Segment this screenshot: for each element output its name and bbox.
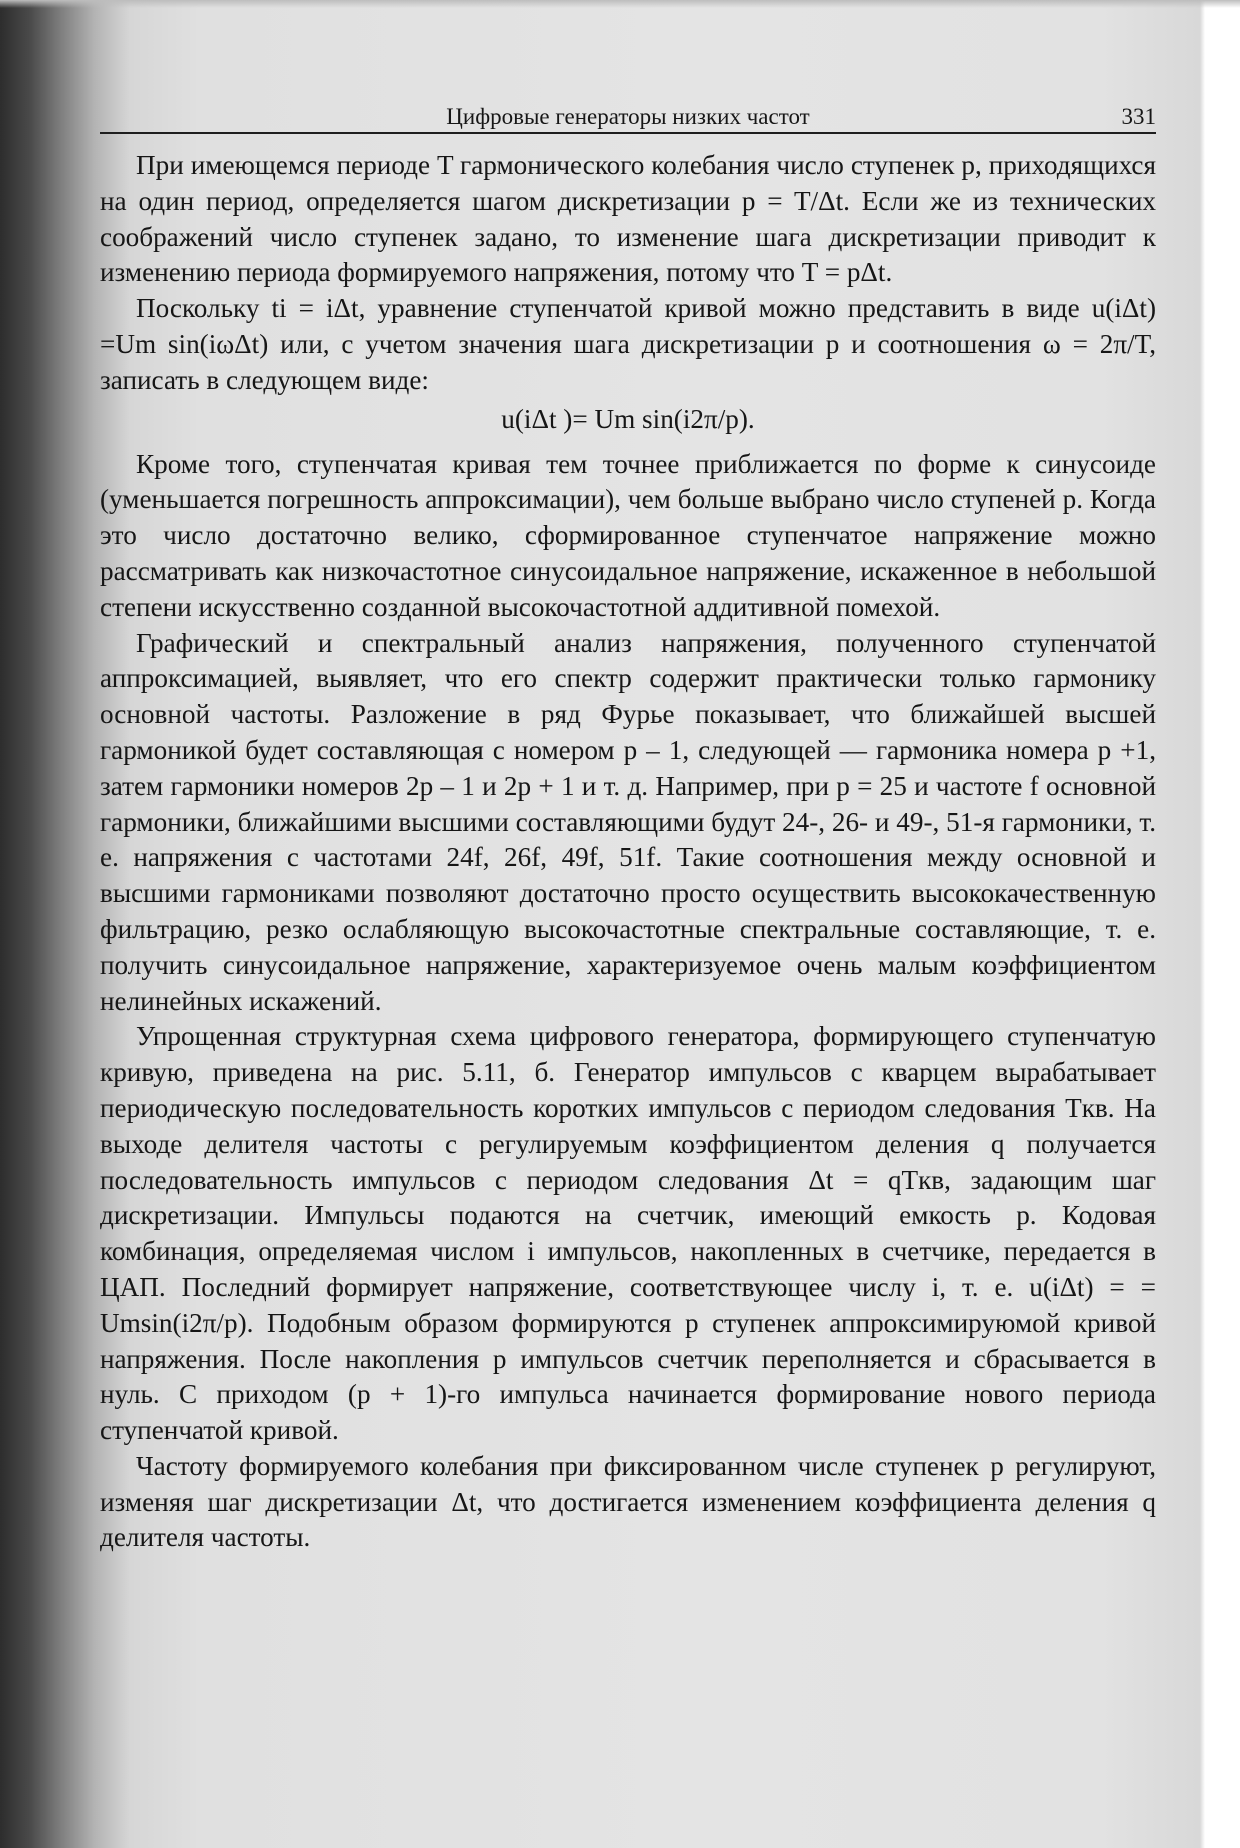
paragraph-5: Упрощенная структурная схема цифрового генератора, формирующего ступенчатую кривую, приведена на рис. 5.11, б. Генератор импульсов с кварцем вырабатывает периодическую последовательность коротких импульсов с периодом следования Tкв. На выходе делителя частоты с регулируемым коэффициентом деления q получается последовательность импульсов с периодом следования Δt = qTкв, задающим шаг дискретизации. Импульсы подаются на счетчик, имеющий емкость p. Кодовая комбинация, определяемая числом i импульсов, накопленных в счетчике, передается в ЦАП. Последний формирует напряжение, соответствующее числу i, т. е. u(iΔt) = = Umsin(i2π/p). Подобным образом формируются p ступенек аппроксимируюмой кривой напряжения. После накопления p импульсов счетчик переполняется и сбрасывается в нуль. С приходом (p + 1)-го импульса начинается формирование нового периода ступенчатой кривой.	[100, 1021, 1156, 1446]
paragraph-3: Кроме того, ступенчатая кривая тем точнее приближается по форме к синусоиде (уменьшается погрешность аппроксимации), чем больше выбрано число ступеней p. Когда это число достаточно велико, сформированное ступенчатое напряжение можно рассматривать как низкочастотное синусоидальное напряжение, искаженное в небольшой степени искусственно созданной высокочастотной аддитивной помехой.	[100, 448, 1156, 622]
paragraph-1: При имеющемся периоде T гармонического колебания число ступенек p, приходящихся на один период, определяется шагом дискретизации p = T/Δt. Если же из технических соображений число ступенек задано, то изменение шага дискретизации приводит к изменению периода формируемого напряжения, потому что T = pΔt.	[100, 150, 1156, 288]
book-page	[100, 96, 1156, 1556]
paragraph-4: Графический и спектральный анализ напряжения, полученного ступенчатой аппроксимацией, выявляет, что его спектр содержит практически только гармонику основной частоты. Разложение в ряд Фурье показывает, что ближайшей высшей гармоникой будет составляющая с номером p – 1, следующей — гармоника номера p +1, затем гармоники номеров 2p – 1 и 2p + 1 и т. д. Например, при p = 25 и частоте f основной гармоники, ближайшими высшими составляющими будут 24-, 26- и 49-, 51-я гармоники, т. е. напряжения с частотами 24f, 26f, 49f, 51f. Такие соотношения между основной и высшими гармониками позволяют достаточно просто осуществить высококачественную фильтрацию, резко ослабляющую высокочастотные спектральные составляющие, т. е. получить синусоидальное напряжение, характеризуемое очень малым коэффициентом нелинейных искажений.	[100, 627, 1156, 1016]
paragraph-6: Частоту формируемого колебания при фиксированном числе ступенек p регулируют, изменяя шаг дискретизации Δt, что достигается изменением коэффициента деления q делителя частоты.	[100, 1450, 1156, 1553]
scan-edge	[0, 0, 1240, 8]
formula: u(iΔt )= Um sin(i2π/p).	[501, 403, 755, 434]
page-body	[100, 148, 1156, 1556]
paragraph-2: Поскольку ti = iΔt, уравнение ступенчатой кривой можно представить в виде u(iΔt) =Um sin(iωΔt) или, с учетом значения шага дискретизации p и соотношения ω = 2π/T, записать в следующем виде:	[100, 293, 1156, 395]
running-title: Цифровые генераторы низких частот	[446, 104, 810, 129]
running-header	[100, 96, 1156, 134]
page-number: 331	[1121, 104, 1156, 129]
